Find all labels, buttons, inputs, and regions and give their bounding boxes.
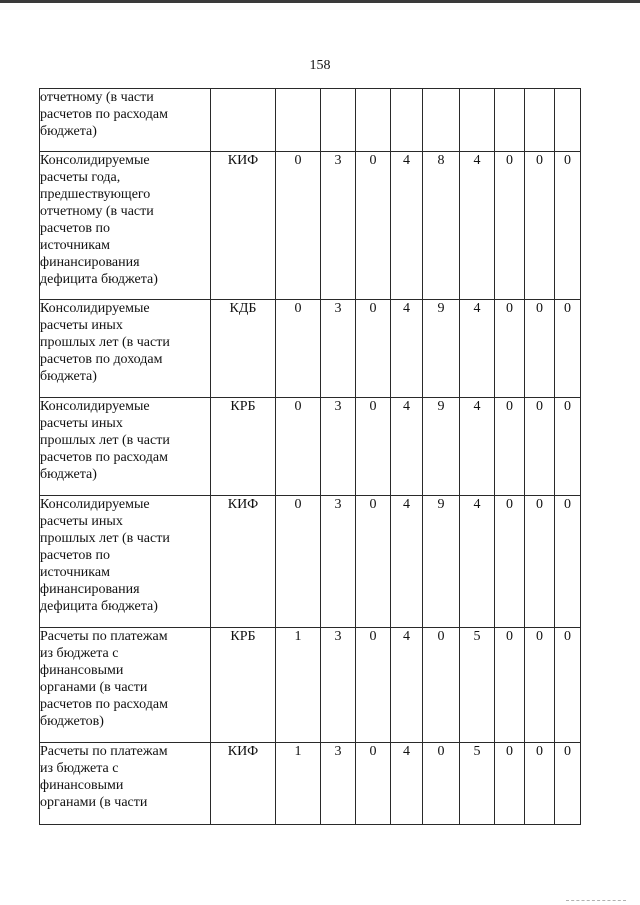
description-line: Расчеты по платежам	[40, 744, 168, 759]
code-digit: 9	[423, 496, 460, 628]
description-line: расчеты иных	[40, 514, 123, 529]
description-line: прошлых лет (в части	[40, 433, 170, 448]
code-digit: 3	[321, 743, 356, 825]
row-code: КИФ	[211, 496, 276, 628]
code-digit: 0	[555, 743, 581, 825]
description-line: отчетному (в части	[40, 204, 154, 219]
code-digit: 3	[321, 398, 356, 496]
description-line: расчеты года,	[40, 170, 121, 185]
code-digit	[321, 89, 356, 152]
description-line: органами (в части	[40, 680, 148, 695]
description-line: бюджета)	[40, 124, 97, 139]
description-line: финансовыми	[40, 778, 124, 793]
code-digit: 0	[525, 743, 555, 825]
description-line: из бюджета с	[40, 646, 119, 661]
table-row	[40, 152, 581, 300]
description-line: дефицита бюджета)	[40, 599, 158, 614]
table-row	[40, 496, 581, 628]
description-line: расчетов по	[40, 221, 110, 236]
row-description	[40, 398, 211, 496]
description-line: дефицита бюджета)	[40, 272, 158, 287]
row-code: КРБ	[211, 398, 276, 496]
code-digit: 4	[460, 152, 495, 300]
description-line: Консолидируемые	[40, 399, 150, 414]
code-digit: 0	[356, 743, 391, 825]
code-digit	[276, 89, 321, 152]
description-line: источникам	[40, 565, 110, 580]
code-digit: 0	[356, 496, 391, 628]
code-digit	[356, 89, 391, 152]
code-digit: 4	[391, 300, 423, 398]
description-line: расчетов по расходам	[40, 107, 168, 122]
row-code: КИФ	[211, 743, 276, 825]
code-digit: 4	[460, 496, 495, 628]
code-digit: 0	[276, 300, 321, 398]
code-digit: 0	[525, 628, 555, 743]
row-description	[40, 89, 211, 152]
code-digit: 0	[356, 300, 391, 398]
code-digit: 0	[356, 152, 391, 300]
row-description	[40, 743, 211, 825]
table-row	[40, 628, 581, 743]
description-line: финансирования	[40, 255, 140, 270]
row-description	[40, 300, 211, 398]
code-digit: 0	[276, 152, 321, 300]
description-line: предшествующего	[40, 187, 151, 202]
description-line: из бюджета с	[40, 761, 119, 776]
table-row	[40, 89, 581, 152]
description-line: прошлых лет (в части	[40, 531, 170, 546]
account-codes-table	[39, 88, 581, 825]
code-digit: 1	[276, 628, 321, 743]
description-line: расчетов по расходам	[40, 450, 168, 465]
row-code	[211, 89, 276, 152]
row-code: КИФ	[211, 152, 276, 300]
table-row	[40, 743, 581, 825]
description-line: расчеты иных	[40, 416, 123, 431]
code-digit: 0	[356, 628, 391, 743]
description-line: источникам	[40, 238, 110, 253]
code-digit	[525, 89, 555, 152]
code-digit: 0	[495, 152, 525, 300]
code-digit: 4	[460, 300, 495, 398]
code-digit: 8	[423, 152, 460, 300]
code-digit: 0	[495, 743, 525, 825]
row-code: КРБ	[211, 628, 276, 743]
code-digit: 4	[391, 152, 423, 300]
code-digit: 0	[525, 152, 555, 300]
code-digit	[391, 89, 423, 152]
row-description	[40, 496, 211, 628]
description-line: Консолидируемые	[40, 497, 150, 512]
code-digit: 5	[460, 743, 495, 825]
row-description	[40, 628, 211, 743]
description-line: бюджета)	[40, 369, 97, 384]
description-line: Консолидируемые	[40, 301, 150, 316]
code-digit: 0	[495, 398, 525, 496]
code-digit: 3	[321, 152, 356, 300]
code-digit	[495, 89, 525, 152]
code-digit: 0	[495, 628, 525, 743]
row-description	[40, 152, 211, 300]
description-line: финансовыми	[40, 663, 124, 678]
description-line: расчеты иных	[40, 318, 123, 333]
description-line: финансирования	[40, 582, 140, 597]
table-row	[40, 300, 581, 398]
code-digit: 0	[555, 398, 581, 496]
code-digit: 0	[423, 628, 460, 743]
code-digit: 0	[495, 496, 525, 628]
code-digit: 0	[356, 398, 391, 496]
code-digit: 0	[495, 300, 525, 398]
code-digit: 9	[423, 300, 460, 398]
code-digit: 0	[525, 496, 555, 628]
code-digit: 0	[555, 152, 581, 300]
row-code: КДБ	[211, 300, 276, 398]
code-digit: 4	[460, 398, 495, 496]
description-line: Расчеты по платежам	[40, 629, 168, 644]
code-digit: 4	[391, 628, 423, 743]
description-line: расчетов по доходам	[40, 352, 163, 367]
code-digit	[423, 89, 460, 152]
table-row	[40, 398, 581, 496]
code-digit: 4	[391, 398, 423, 496]
code-digit: 3	[321, 496, 356, 628]
code-digit: 5	[460, 628, 495, 743]
code-digit: 9	[423, 398, 460, 496]
code-digit: 4	[391, 743, 423, 825]
page-number: 158	[309, 58, 331, 73]
code-digit: 0	[423, 743, 460, 825]
code-digit	[460, 89, 495, 152]
description-line: расчетов по	[40, 548, 110, 563]
description-line: прошлых лет (в части	[40, 335, 170, 350]
description-line: органами (в части	[40, 795, 148, 810]
code-digit: 3	[321, 628, 356, 743]
code-digit	[555, 89, 581, 152]
code-digit: 3	[321, 300, 356, 398]
code-digit: 1	[276, 743, 321, 825]
code-digit: 0	[276, 496, 321, 628]
code-digit: 4	[391, 496, 423, 628]
code-digit: 0	[555, 300, 581, 398]
scan-artifact-line	[566, 900, 626, 902]
code-digit: 0	[525, 398, 555, 496]
code-digit: 0	[555, 496, 581, 628]
top-edge-rule	[0, 0, 640, 3]
description-line: бюджета)	[40, 467, 97, 482]
code-digit: 0	[525, 300, 555, 398]
code-digit: 0	[276, 398, 321, 496]
description-line: расчетов по расходам	[40, 697, 168, 712]
code-digit: 0	[555, 628, 581, 743]
description-line: бюджетов)	[40, 714, 104, 729]
description-line: отчетному (в части	[40, 90, 154, 105]
description-line: Консолидируемые	[40, 153, 150, 168]
